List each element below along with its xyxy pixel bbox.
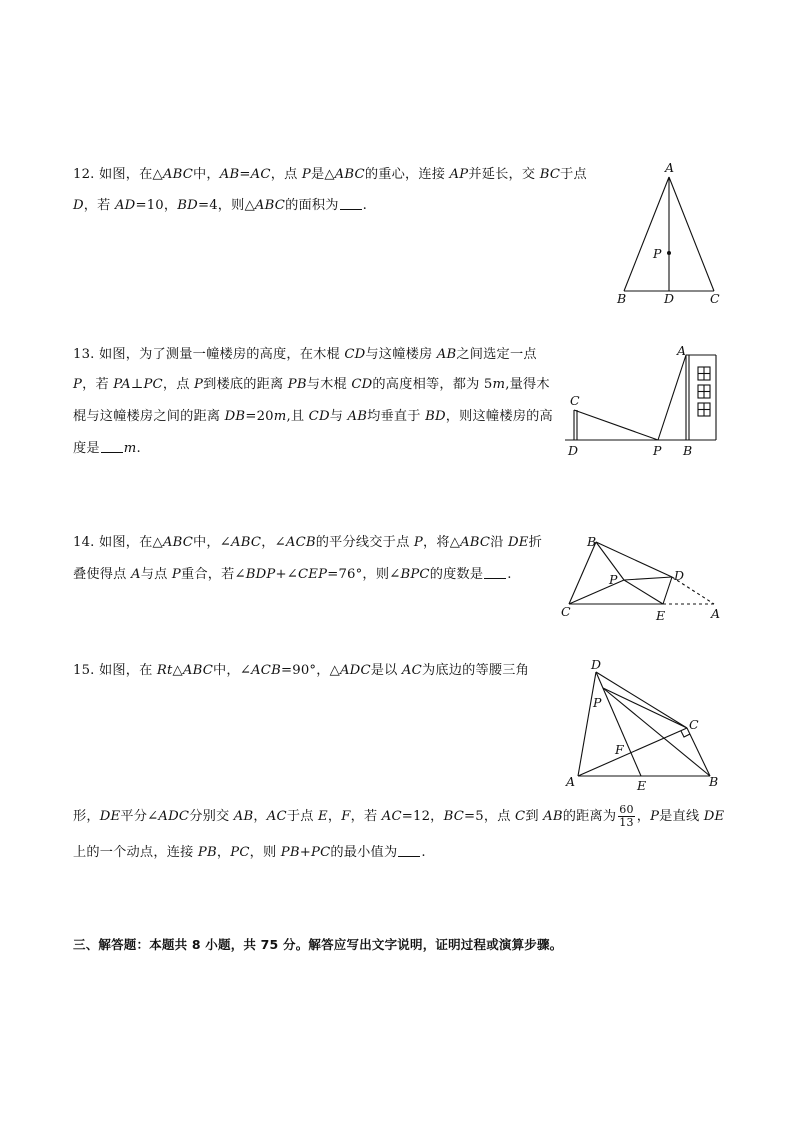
q12-figure [610, 160, 730, 310]
label-a: A [711, 606, 721, 621]
label-a: A [677, 343, 687, 358]
q15-figure [560, 655, 730, 795]
q13-line3: 棍与这幢楼房之间的距离 DB=20m,且 CD与 AB均垂直于 BD，则这幢楼房的高 [73, 409, 553, 424]
edge-ac [669, 177, 714, 291]
label-b: B [709, 774, 719, 789]
label-a: A [566, 774, 576, 789]
q12-line2: D，若 AD=10，BD=4，则△ABC的面积为 . [73, 198, 368, 213]
q14-line2: 叠使得点 A与点 P重合，若∠BDP+∠CEP=76°，则∠BPC的度数是 . [73, 567, 512, 582]
label-e: E [637, 778, 647, 793]
q13-line4: 度是 m. [73, 441, 141, 456]
label-p: P [609, 572, 618, 587]
section-3-heading: 三、解答题：本题共 8 小题，共 75 分。解答应写出文字说明，证明过程或演算步骤。 [73, 937, 563, 952]
segment-cp [574, 410, 658, 440]
label-d: D [674, 568, 685, 583]
q15-line1: 15. 如图，在 Rt△ABC中，∠ACB=90°，△ADC是以 AC为底边的等腰三角 [73, 663, 530, 678]
edge-da [578, 672, 596, 776]
q14-line1: 14. 如图，在△ABC中，∠ABC，∠ACB的平分线交于点 P，将△ABC沿 DE折 [73, 535, 542, 550]
fold-de [663, 577, 672, 604]
label-a: A [665, 160, 675, 175]
answer-blank [484, 566, 506, 579]
fraction-60-13: $\frac{60}{13}$ [619, 803, 634, 829]
label-d: D [568, 443, 579, 458]
label-c: C [710, 291, 720, 306]
q15-line3: 上的一个动点，连接 PB，PC，则 PB+PC的最小值为 . [73, 845, 426, 860]
segment-pb [603, 688, 710, 776]
label-d: D [664, 291, 675, 306]
label-p: P [593, 695, 602, 710]
label-c: C [561, 604, 571, 619]
label-b: B [683, 443, 693, 458]
label-d: D [591, 657, 602, 672]
q15-line2: 形，DE平分∠ADC分别交 AB，AC于点 E，F，若 AC=12，BC=5，点 C到 AB的距离为 $\frac{60}{13}$ ，P是直线 DE [73, 803, 725, 829]
label-p: P [653, 246, 662, 261]
q14-figure [560, 530, 725, 625]
answer-blank [340, 197, 362, 210]
segment-pa [658, 355, 686, 440]
edge-ab [624, 177, 669, 291]
q13-line2: P，若 PA⊥PC，点 P到楼底的距离 PB与木棍 CD的高度相等，都为 5m,量得木 [73, 377, 550, 392]
segment-pe [624, 580, 663, 604]
label-c: C [570, 393, 580, 408]
answer-blank [101, 440, 123, 453]
label-b: B [617, 291, 627, 306]
edge-bd [596, 542, 672, 577]
edge-bc [569, 542, 596, 604]
label-p: P [653, 443, 662, 458]
label-e: E [656, 608, 666, 623]
label-b: B [587, 534, 597, 549]
label-c: C [689, 717, 699, 732]
q12-line1: 12. 如图，在△ABC中，AB=AC，点 P是△ABC的重心，连接 AP并延长，交 BC于点 [73, 167, 587, 182]
edge-cb [687, 728, 710, 776]
centroid-point [667, 251, 671, 255]
answer-blank [398, 844, 420, 857]
q13-line1: 13. 如图，为了测量一幢楼房的高度，在木棍 CD与这幢楼房 AB之间选定一点 [73, 347, 537, 362]
edge-ac [578, 728, 687, 776]
q13-figure [565, 340, 725, 460]
label-f: F [615, 742, 624, 757]
segment-pd [624, 577, 672, 580]
bisector-de [596, 672, 641, 776]
